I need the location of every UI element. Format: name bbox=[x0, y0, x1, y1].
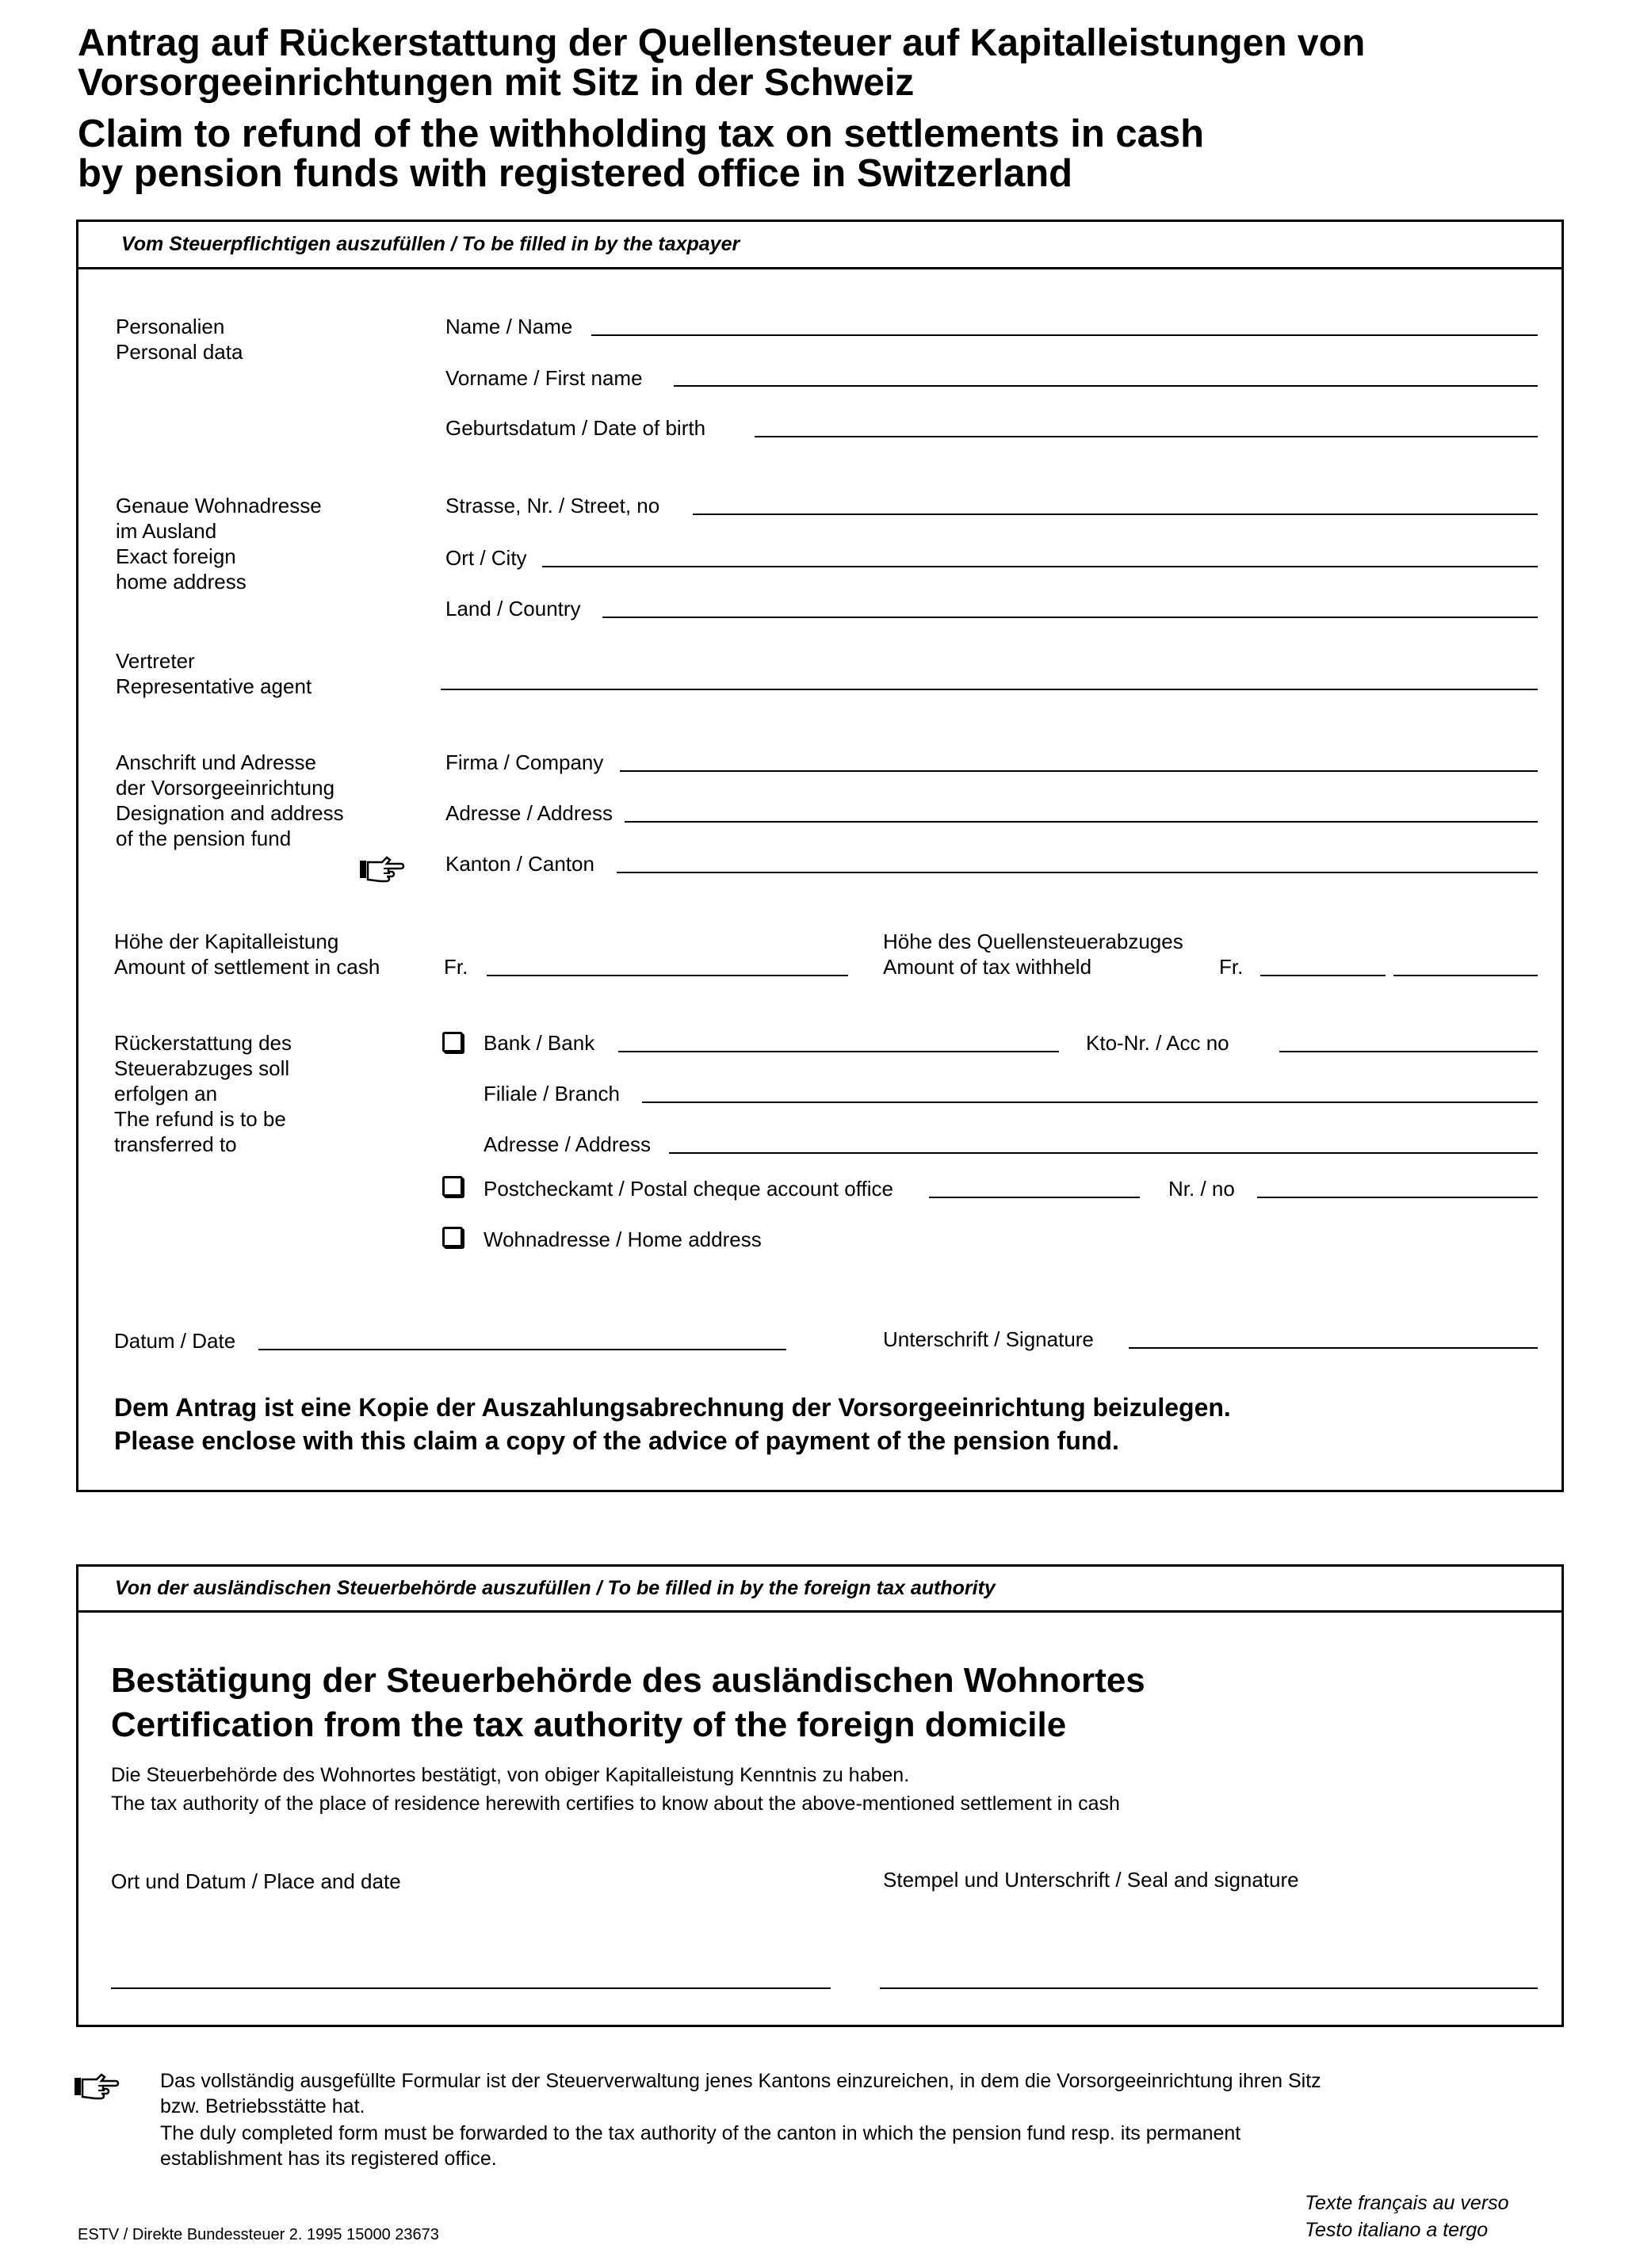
postal-no-field[interactable] bbox=[1257, 1197, 1538, 1198]
bank-checkbox[interactable] bbox=[442, 1032, 463, 1052]
taxpayer-section-header bbox=[78, 222, 1561, 269]
foreign-address-label: Genaue Wohnadresse im Ausland Exact foreign home address bbox=[116, 494, 322, 594]
place-date-field[interactable] bbox=[111, 1987, 831, 1989]
refund-address-field[interactable] bbox=[669, 1152, 1538, 1154]
signature-label: Unterschrift / Signature bbox=[883, 1327, 1094, 1351]
seal-signature-label: Stempel und Unterschrift / Seal and signature bbox=[883, 1868, 1299, 1892]
authority-section-header bbox=[78, 1567, 1561, 1613]
company-label: Firma / Company bbox=[445, 750, 604, 774]
postal-field[interactable] bbox=[929, 1197, 1140, 1198]
taxpayer-section bbox=[76, 220, 1564, 1492]
taxpayer-header-text: Vom Steuerpflichtigen auszufüllen / To be filled in by the taxpayer bbox=[121, 233, 740, 255]
representative-field[interactable] bbox=[441, 689, 1538, 690]
home-address-checkbox[interactable] bbox=[442, 1227, 463, 1247]
title-en-line2: by pension funds with registered office in Switzerland bbox=[78, 152, 1073, 195]
street-field[interactable] bbox=[693, 514, 1538, 515]
refund-address-label: Adresse / Address bbox=[484, 1132, 651, 1156]
date-label: Datum / Date bbox=[114, 1329, 236, 1353]
pointing-hand-icon bbox=[73, 2070, 120, 2102]
branch-field[interactable] bbox=[642, 1102, 1538, 1103]
first-name-field[interactable] bbox=[674, 385, 1538, 387]
personal-data-label: Personalien Personal data bbox=[116, 315, 243, 364]
settlement-amount-label: Höhe der Kapitalleistung Amount of settlement in cash bbox=[114, 930, 380, 979]
pension-fund-label: Anschrift und Adresse der Vorsorgeeinrichtung Designation and address of the pension fund bbox=[116, 750, 344, 850]
certification-text-en: The tax authority of the place of residence herewith certifies to know about the above-mentioned settlement in cash bbox=[111, 1793, 1120, 1815]
settlement-amount-field[interactable] bbox=[487, 975, 848, 976]
authority-header-text: Von der ausländischen Steuerbehörde auszufüllen / To be filled in by the foreign tax authority bbox=[115, 1577, 996, 1599]
enclose-note-en: Please enclose with this claim a copy of the advice of payment of the pension fund. bbox=[114, 1426, 1119, 1455]
dob-field[interactable] bbox=[755, 436, 1538, 437]
footer-note-de-1: Das vollständig ausgefüllte Formular ist der Steuerverwaltung jenes Kantons einzureichen, in dem die Vorsorgeeinrichtung ihren Sitz bbox=[160, 2070, 1321, 2092]
canton-field[interactable] bbox=[617, 872, 1538, 873]
city-label: Ort / City bbox=[445, 546, 527, 570]
country-label: Land / Country bbox=[445, 597, 581, 620]
postal-no-label: Nr. / no bbox=[1168, 1177, 1235, 1201]
title-de-line1: Antrag auf Rückerstattung der Quellensteuer auf Kapitalleistungen von bbox=[78, 22, 1366, 64]
fund-address-label: Adresse / Address bbox=[445, 801, 613, 825]
title-en-line1: Claim to refund of the withholding tax on settlements in cash bbox=[78, 113, 1205, 155]
footer-note-en-2: establishment has its registered office. bbox=[160, 2148, 497, 2170]
name-field[interactable] bbox=[591, 334, 1538, 336]
place-date-label: Ort und Datum / Place and date bbox=[111, 1869, 401, 1893]
date-field[interactable] bbox=[258, 1349, 786, 1350]
first-name-label: Vorname / First name bbox=[445, 366, 643, 390]
footer-note-de-2: bzw. Betriebsstätte hat. bbox=[160, 2095, 365, 2117]
footer-note-en-1: The duly completed form must be forwarded to the tax authority of the canton in which the pension fund resp. its permanent bbox=[160, 2122, 1241, 2144]
refund-label: Rückerstattung des Steuerabzuges soll erfolgen an The refund is to be transferred to bbox=[114, 1031, 292, 1156]
seal-signature-field[interactable] bbox=[880, 1987, 1538, 1989]
form-code: ESTV / Direkte Bundessteuer 2. 1995 15000 23673 bbox=[78, 2226, 439, 2243]
account-label: Kto-Nr. / Acc no bbox=[1086, 1031, 1229, 1055]
italian-text-note: Testo italiano a tergo bbox=[1305, 2219, 1489, 2241]
certification-title-en: Certification from the tax authority of the foreign domicile bbox=[111, 1705, 1067, 1744]
street-label: Strasse, Nr. / Street, no bbox=[445, 494, 660, 517]
tax-withheld-currency: Fr. bbox=[1219, 955, 1244, 979]
tax-withheld-field-2[interactable] bbox=[1393, 975, 1538, 976]
settlement-currency: Fr. bbox=[444, 955, 468, 979]
enclose-note-de: Dem Antrag ist eine Kopie der Auszahlungsabrechnung der Vorsorgeeinrichtung beizulegen. bbox=[114, 1393, 1231, 1422]
french-text-note: Texte français au verso bbox=[1305, 2192, 1509, 2214]
title-de-line2: Vorsorgeeinrichtungen mit Sitz in der Schweiz bbox=[78, 62, 915, 104]
postal-checkbox[interactable] bbox=[442, 1176, 463, 1197]
country-field[interactable] bbox=[602, 617, 1538, 618]
tax-withheld-field-1[interactable] bbox=[1260, 975, 1386, 976]
pointing-hand-icon bbox=[358, 853, 406, 884]
city-field[interactable] bbox=[542, 566, 1538, 567]
bank-field[interactable] bbox=[618, 1051, 1059, 1052]
home-address-label: Wohnadresse / Home address bbox=[484, 1228, 762, 1251]
branch-label: Filiale / Branch bbox=[484, 1082, 620, 1105]
certification-title-de: Bestätigung der Steuerbehörde des ausländischen Wohnortes bbox=[111, 1661, 1145, 1700]
fund-address-field[interactable] bbox=[625, 821, 1538, 823]
bank-label: Bank / Bank bbox=[484, 1031, 595, 1055]
name-label: Name / Name bbox=[445, 315, 573, 338]
account-field[interactable] bbox=[1279, 1051, 1538, 1052]
canton-label: Kanton / Canton bbox=[445, 852, 594, 876]
signature-field[interactable] bbox=[1129, 1347, 1538, 1349]
postal-label: Postcheckamt / Postal cheque account office bbox=[484, 1177, 893, 1201]
dob-label: Geburtsdatum / Date of birth bbox=[445, 416, 706, 440]
tax-withheld-label: Höhe des Quellensteuerabzuges Amount of tax withheld bbox=[883, 930, 1183, 979]
representative-label: Vertreter Representative agent bbox=[116, 649, 312, 698]
certification-text-de: Die Steuerbehörde des Wohnortes bestätigt, von obiger Kapitalleistung Kenntnis zu haben. bbox=[111, 1764, 910, 1786]
company-field[interactable] bbox=[620, 770, 1538, 772]
